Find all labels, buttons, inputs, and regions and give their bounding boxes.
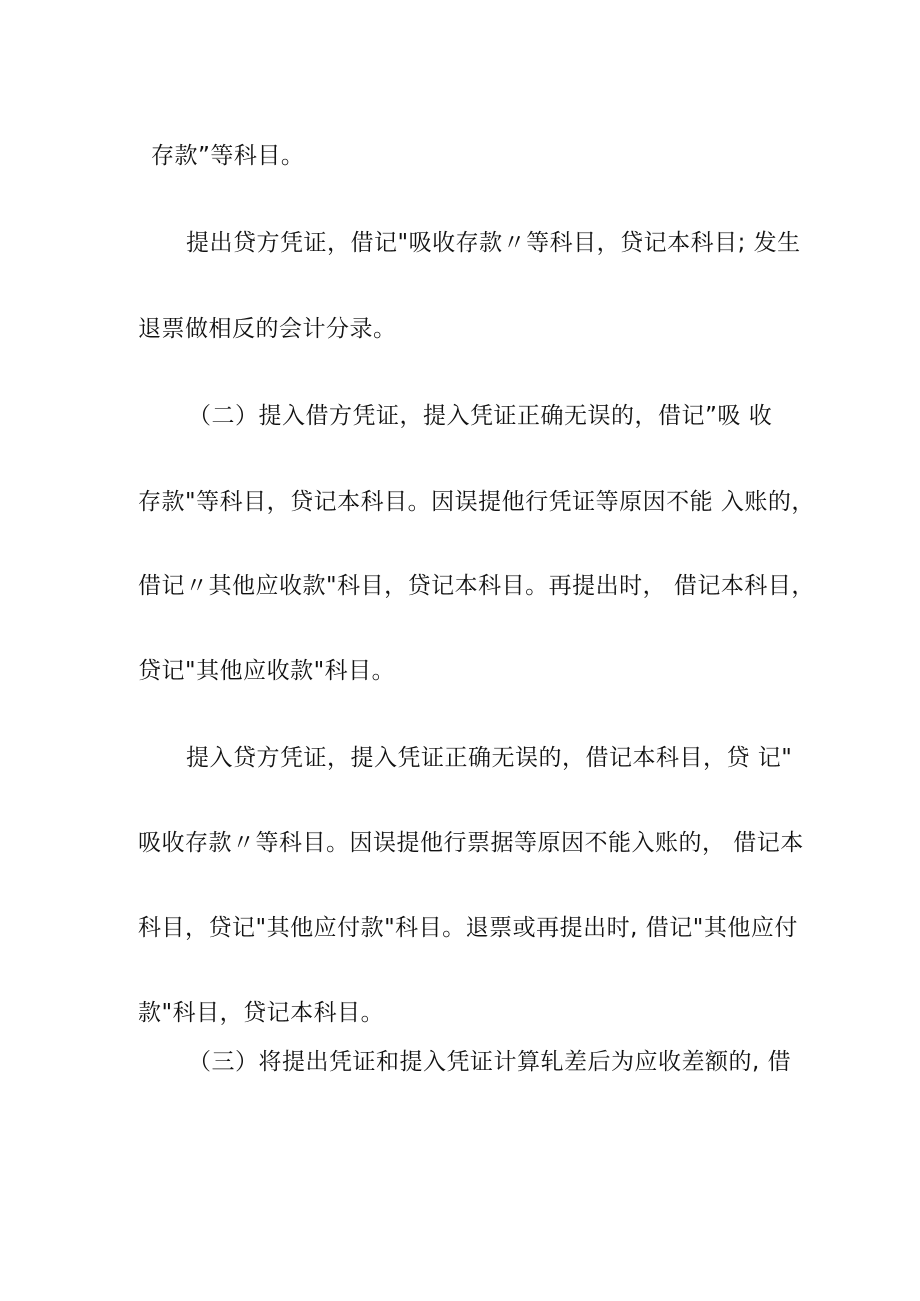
text-line-1: 存款”等科目。: [151, 143, 305, 169]
text-line-5: 存款"等科目，贷记本科目。因误提他行凭证等原因不能 入账的，: [138, 489, 815, 515]
text-line-11: 款"科目，贷记本科目。: [138, 1000, 385, 1026]
text-line-9: 吸收存款〃等科目。因误提他行票据等原因不能入账的， 借记本: [138, 830, 804, 856]
text-line-8: 提入贷方凭证，提入凭证正确无误的，借记本科目，贷 记": [186, 745, 793, 771]
text-line-2: 提出贷方凭证，借记"吸收存款〃等科目，贷记本科目; 发生: [186, 230, 801, 256]
text-line-6: 借记〃其他应收款"科目，贷记本科目。再提出时， 借记本科目，: [138, 573, 815, 599]
text-line-10: 科目，贷记"其他应付款"科目。退票或再提出时, 借记"其他应付: [138, 915, 798, 941]
text-line-7: 贷记"其他应收款"科目。: [138, 658, 396, 684]
text-line-4: （二）提入借方凭证，提入凭证正确无误的，借记”吸 收: [188, 403, 773, 429]
text-line-3: 退票做相反的会计分录。: [138, 316, 397, 342]
text-line-12: （三）将提出凭证和提入凭证计算轧差后为应收差额的, 借: [188, 1049, 792, 1075]
